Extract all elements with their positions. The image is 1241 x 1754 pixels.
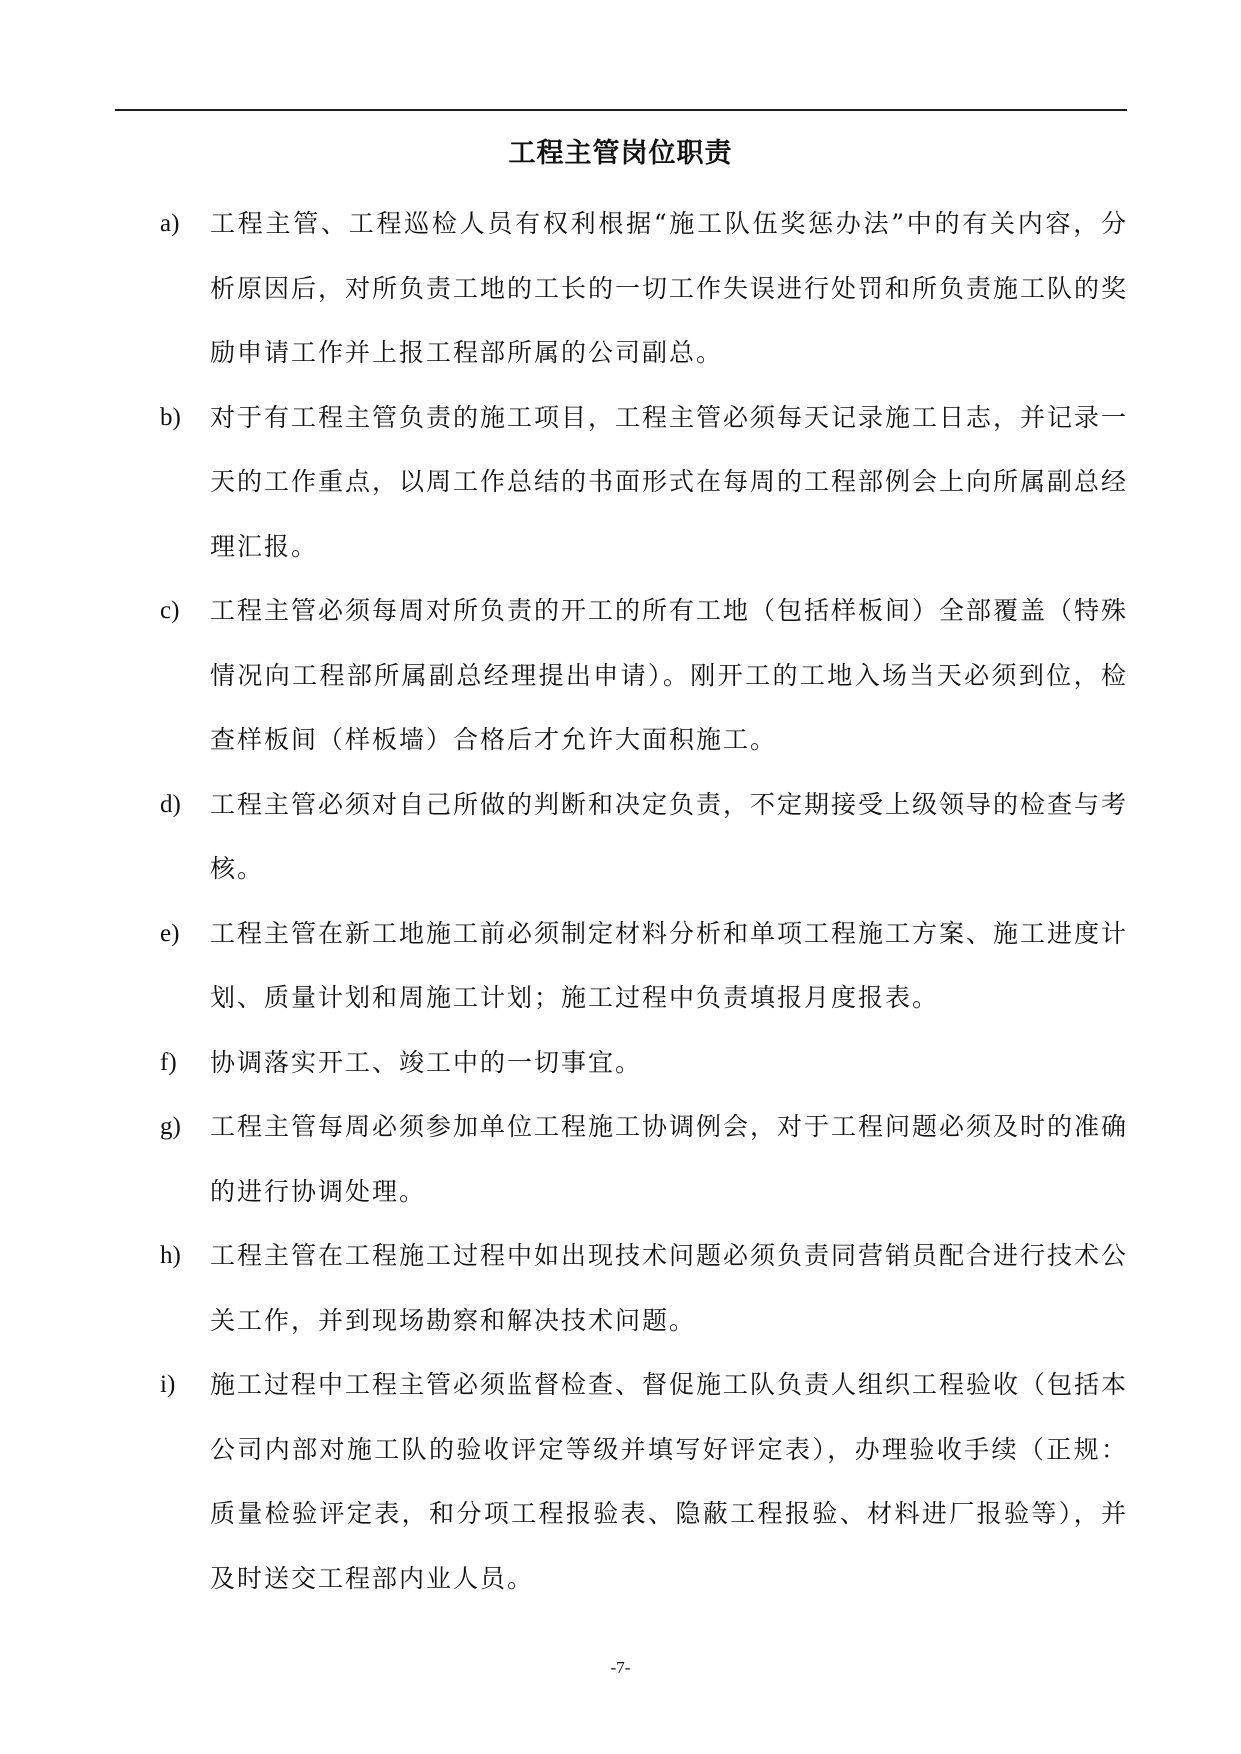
item-text: 工程主管每周必须参加单位工程施工协调例会，对于工程问题必须及时的准确的进行协调处理。 [210, 1112, 1129, 1206]
item-marker: g) [160, 1113, 181, 1140]
list-item [160, 386, 1128, 580]
item-marker: a) [160, 210, 180, 237]
item-text: 施工过程中工程主管必须监督检查、督促施工队负责人组织工程验收（包括本公司内部对施工队的验收评定等级并填写好评定表），办理验收手续（正规：质量检验评定表，和分项工程报验表、隐蔽工程报验、材料进厂报验等），并及时送交工程部内业人员。 [210, 1370, 1129, 1593]
duty-list [160, 192, 1128, 1611]
item-text: 工程主管、工程巡检人员有权利根据“施工队伍奖惩办法”中的有关内容，分析原因后，对所负责工地的工长的一切工作失误进行处罚和所负责施工队的奖励申请工作并上报工程部所属的公司副总。 [210, 209, 1129, 367]
header-rule [115, 109, 1127, 111]
page-number: -7- [610, 1658, 631, 1677]
list-item [160, 1224, 1128, 1353]
item-marker: h) [160, 1242, 181, 1269]
item-marker: d) [160, 790, 181, 818]
item-text: 工程主管必须每周对所负责的开工的所有工地（包括样板间）全部覆盖（特殊情况向工程部所属副总经理提出申请）。刚开工的工地入场当天必须到位，检查样板间（样板墙）合格后才允许大面积施工。 [210, 596, 1129, 754]
item-marker: i) [160, 1371, 176, 1398]
item-text: 工程主管在新工地施工前必须制定材料分析和单项工程施工方案、施工进度计划、质量计划和周施工计划；施工过程中负责填报月度报表。 [210, 918, 1129, 1012]
list-item [160, 579, 1128, 773]
item-marker: f) [160, 1048, 177, 1076]
item-marker: b) [160, 403, 181, 431]
list-item [160, 902, 1128, 1031]
item-text: 协调落实开工、竣工中的一切事宜。 [210, 1047, 643, 1077]
list-item [160, 1353, 1128, 1611]
list-item [160, 1031, 1128, 1096]
item-text: 工程主管必须对自己所做的判断和决定负责，不定期接受上级领导的检查与考核。 [210, 789, 1129, 883]
item-marker: c) [160, 597, 180, 624]
item-text: 工程主管在工程施工过程中如出现技术问题必须负责同营销员配合进行技术公关工作，并到现场勘察和解决技术问题。 [210, 1241, 1129, 1335]
item-marker: e) [160, 919, 180, 947]
list-item [160, 773, 1128, 902]
list-item [160, 1095, 1128, 1224]
list-item [160, 192, 1128, 386]
page-title: 工程主管岗位职责 [508, 138, 733, 169]
item-text: 对于有工程主管负责的施工项目，工程主管必须每天记录施工日志，并记录一天的工作重点，以周工作总结的书面形式在每周的工程部例会上向所属副总经理汇报。 [210, 402, 1129, 561]
